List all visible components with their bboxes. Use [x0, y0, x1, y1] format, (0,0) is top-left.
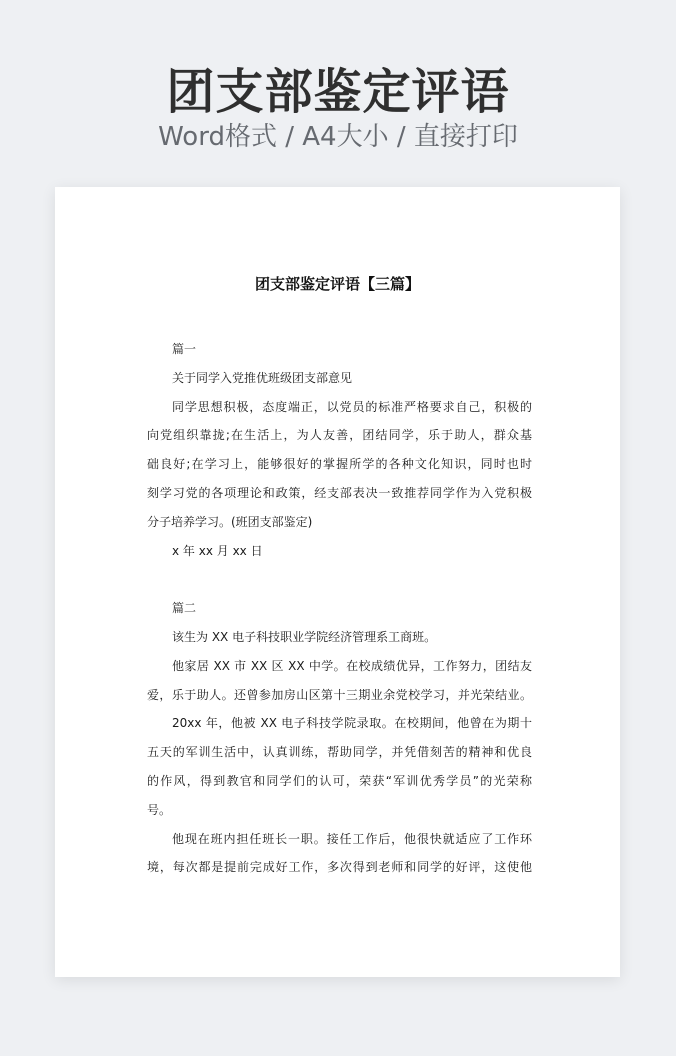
header-subtitle: Word格式 / A4大小 / 直接打印 [158, 122, 518, 152]
paragraph-line: 他现在班内担任班长一职。接任工作后，他很快就适应了工作环 [172, 831, 532, 846]
paragraph-line: 向党组织靠拢;在生活上，为人友善，团结同学，乐于助人，群众基 [147, 428, 532, 443]
header-title: 团支部鉴定评语 [166, 64, 510, 120]
paragraph-line: 刻学习党的各项理论和政策，经支部表决一致推荐同学作为入党积极 [147, 485, 532, 500]
paragraph-line: 分子培养学习。(班团支部鉴定) [147, 514, 313, 529]
paragraph-line: 的作风，得到教官和同学们的认可，荣获“军训优秀学员”的光荣称 [147, 773, 532, 788]
paragraph-line: 础良好;在学习上，能够很好的掌握所学的各种文化知识，同时也时 [147, 457, 532, 472]
paragraph-line: 他家居 XX 市 XX 区 XX 中学。在校成绩优异，工作努力，团结友 [172, 658, 532, 673]
date-line: x 年 xx 月 xx 日 [172, 543, 263, 558]
paragraph-line: 境，每次都是提前完成好工作，多次得到老师和同学的好评，这使他 [147, 860, 532, 875]
section-heading: 篇二 [172, 601, 197, 616]
document-page [55, 187, 620, 977]
blank-line [147, 565, 532, 594]
document-title: 团支部鉴定评语【三篇】 [254, 275, 420, 293]
paragraph-line: 号。 [147, 802, 172, 817]
paragraph-line: 五天的军训生活中，认真训练，帮助同学，并凭借刻苦的精神和优良 [147, 745, 532, 760]
paragraph-line: 同学思想积极，态度端正，以党员的标准严格要求自己，积极的 [172, 399, 532, 414]
document-body [147, 335, 532, 882]
paragraph-line: 该生为 XX 电子科技职业学院经济管理系工商班。 [172, 629, 437, 644]
section-heading: 篇一 [172, 342, 197, 356]
paragraph-line: 关于同学入党推优班级团支部意见 [172, 370, 353, 385]
paragraph-line: 爱，乐于助人。还曾参加房山区第十三期业余党校学习，并光荣结业。 [147, 687, 532, 702]
paragraph-line: 20xx 年，他被 XX 电子科技学院录取。在校期间，他曾在为期十 [172, 716, 532, 731]
